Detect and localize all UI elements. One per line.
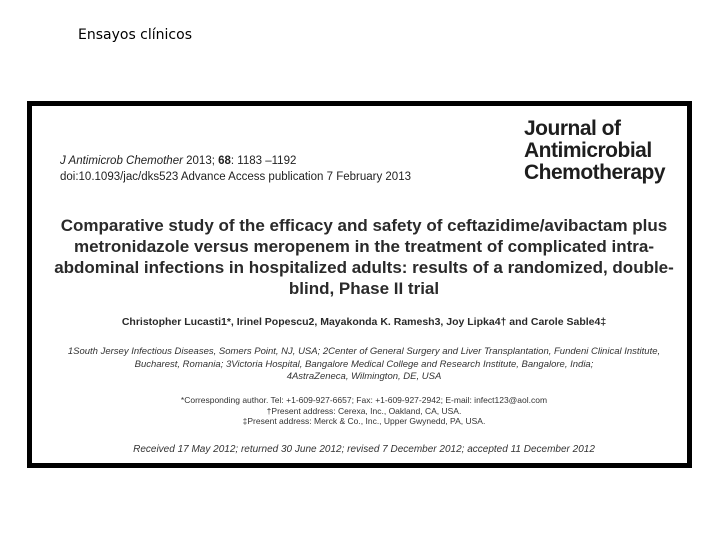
citation-volume: 68 (218, 155, 231, 167)
citation-doi: doi:10.1093/jac/dks523 Advance Access publication 7 February 2013 (60, 171, 411, 183)
journal-logo (524, 118, 665, 184)
footnote-line: ‡Present address: Merck & Co., Inc., Upper Gwynedd, PA, USA. (242, 416, 486, 426)
authors: Christopher Lucasti1*, Irinel Popescu2, Mayakonda K. Ramesh3, Joy Lipka4† and Carole Sable4‡ (121, 316, 607, 328)
affiliation-line: Bucharest, Romania; 3Victoria Hospital, Bangalore Medical College and Research Institute, Bangalore, India; (134, 358, 594, 370)
journal-logo-line: Chemotherapy (524, 161, 666, 184)
journal-logo-line: Journal of (524, 117, 621, 140)
submission-dates: Received 17 May 2012; returned 30 June 2012; revised 7 December 2012; accepted 11 December 2012 (133, 444, 595, 455)
citation-pages: : 1183 –1192 (230, 155, 297, 167)
journal-logo-line: Antimicrobial (524, 139, 652, 162)
slide-heading: Ensayos clínicos (78, 27, 192, 43)
citation-year: 2013; (186, 155, 215, 167)
footnote-line: *Corresponding author. Tel: +1-609-927-6657; Fax: +1-609-927-2942; E-mail: infect123@aol.com (180, 395, 548, 405)
affiliation-line: 4AstraZeneca, Wilmington, DE, USA (286, 371, 442, 382)
paper-title: Comparative study of the efficacy and safety of ceftazidime/avibactam plus metronidazole versus meropenem in the treatment of complicated intra-abdominal infections in hospitalized adults: results of a randomized, double-blind, Phase II trial (54, 216, 674, 298)
citation-journal: J Antimicrob Chemother (60, 155, 183, 167)
citation (60, 153, 411, 185)
affiliations (54, 346, 674, 384)
footnote-line: †Present address: Cerexa, Inc., Oakland, CA, USA. (266, 405, 462, 416)
affiliation-line: 1South Jersey Infectious Diseases, Somers Point, NJ, USA; 2Center of General Surgery and Liver Transplantation, Fundeni Clinical Institute, (67, 346, 661, 357)
paper-header (32, 106, 687, 463)
footnotes (54, 395, 674, 427)
paper-image-frame (27, 101, 692, 468)
